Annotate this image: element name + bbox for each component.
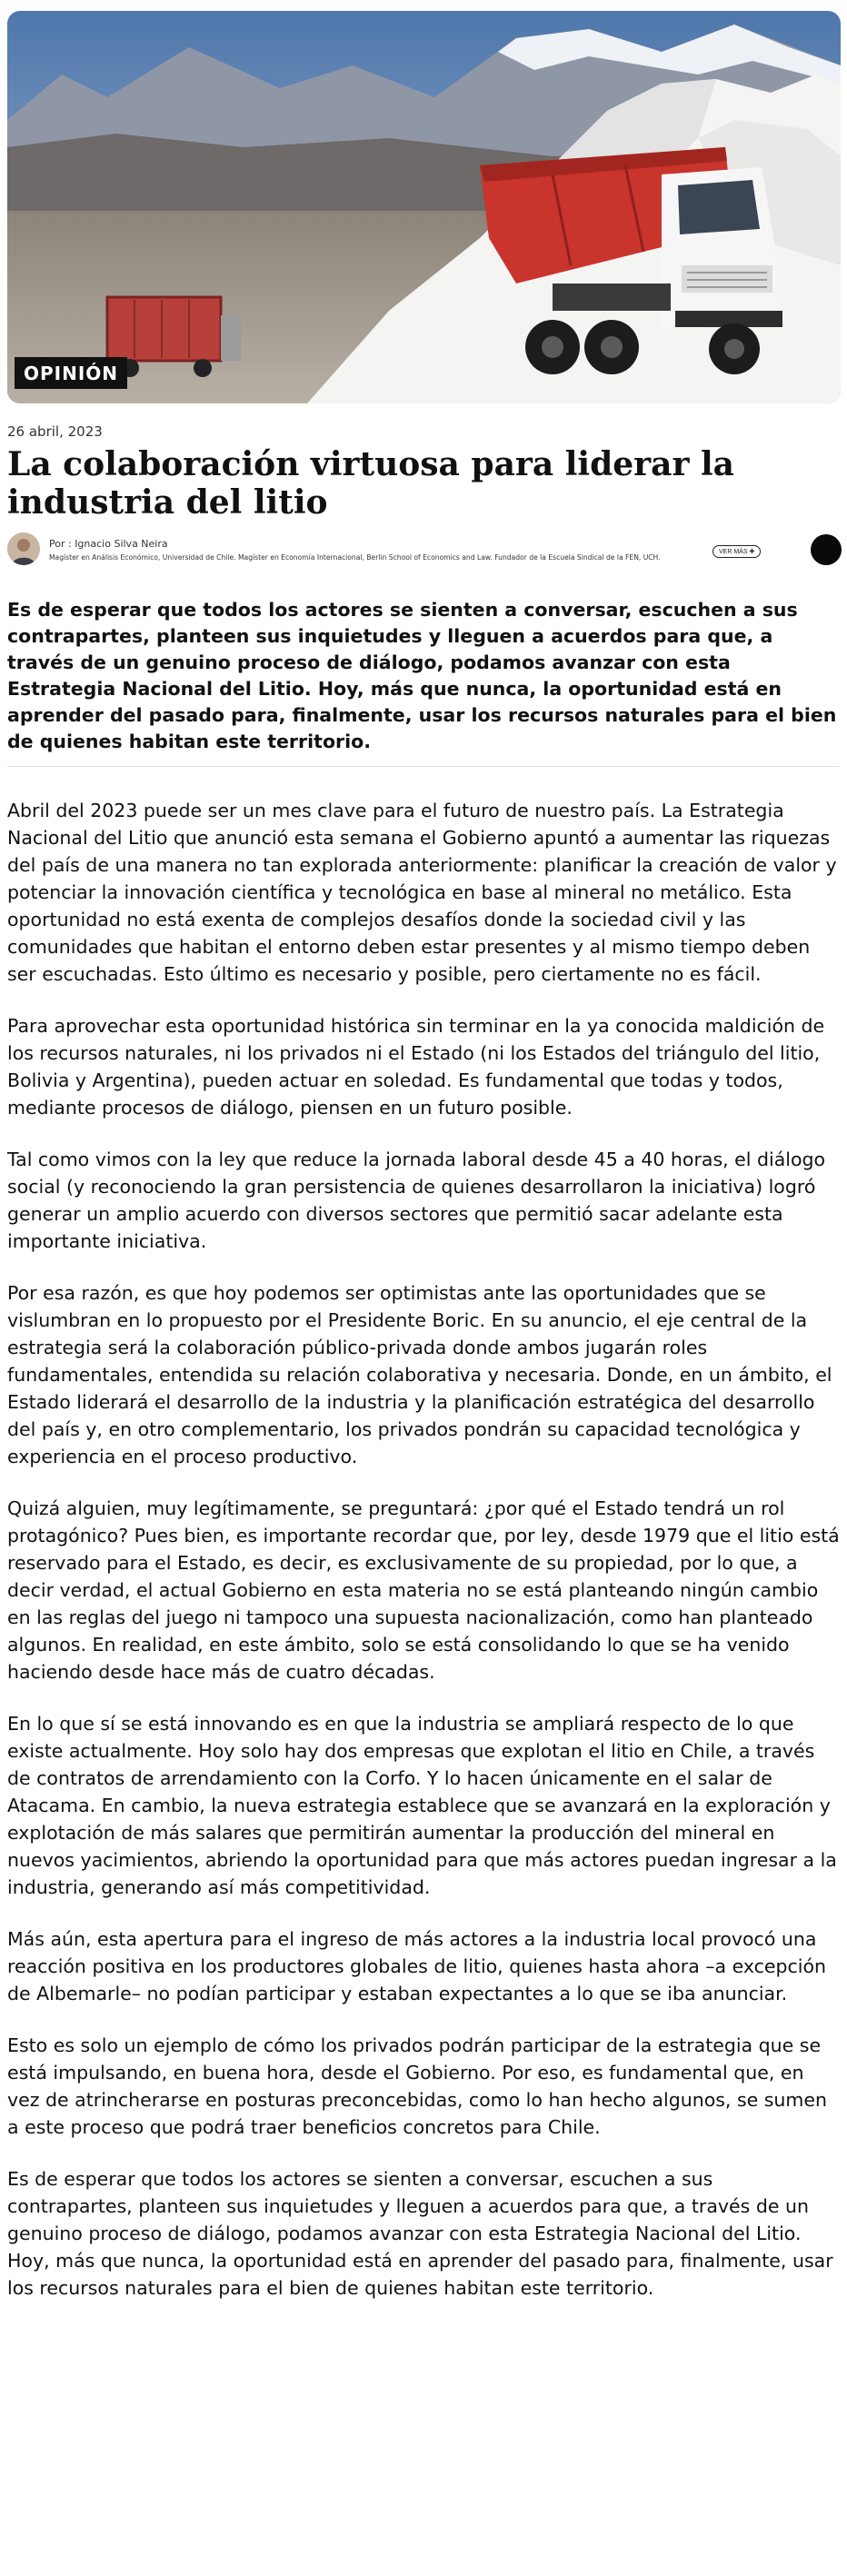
- body-paragraph: Abril del 2023 puede ser un mes clave para el futuro de nuestro país. La Estrategia Nacional del Litio que anunció esta semana el Gobierno apuntó a aumentar las riquezas del país de una manera no tan explorada anteriormente: planificar la creación de valor y potenciar la innovación científica y tecnológica en base al mineral no metálico. Esta oportunidad no está exenta de complejos desafíos donde la sociedad civil y las comunidades que habitan el entorno deben estar presentes y al mismo tiempo deben ser escuchadas. Esto último es necesario y posible, pero ciertamente no es fácil.: [7, 800, 837, 985]
- body-paragraph: Para aprovechar esta oportunidad histórica sin terminar en la ya conocida maldición de los recursos naturales, ni los privados ni el Estado (ni los Estados del triángulo del litio, Bolivia y Argentina), pueden actuar en soledad. Es fundamental que todas y todos, mediante procesos de diálogo, piensen en un futuro posible.: [7, 1015, 825, 1119]
- body-paragraph: Es de esperar que todos los actores se sienten a conversar, escuchen a sus contrapartes, planteen sus inquietudes y lleguen a acuerdos para que, a través de un genuino proceso de diálogo, podamos avanzar con esta Estrategia Nacional del Litio. Hoy, más que nunca, la oportunidad está en aprender del pasado para, finalmente, usar los recursos naturales para el bien de quienes habitan este territorio.: [7, 2168, 833, 2299]
- divider: [7, 766, 840, 767]
- opinion-tag[interactable]: OPINIÓN: [15, 357, 127, 389]
- body-paragraph: Por esa razón, es que hoy podemos ser optimistas ante las oportunidades que se vislumbran en lo propuesto por el Presidente Boric. En su anuncio, el eje central de la estrategia será la colaboración público-privada donde ambos jugarán roles fundamentales, entendida su relación colaborativa y necesaria. Donde, en un ámbito, el Estado liderará el desarrollo de la industria y la planificación estratégica del desarrollo del país y, en otro complementario, los privados pondrán su capacidad tecnológica y experiencia en el proceso productivo.: [7, 1282, 832, 1467]
- author-byline: [7, 532, 842, 569]
- share-icon[interactable]: [811, 534, 842, 565]
- article-body: [7, 797, 840, 2326]
- article-date: 26 abril, 2023: [7, 423, 103, 440]
- article-lead: Es de esperar que todos los actores se sienten a conversar, escuchen a sus contrapartes, planteen sus inquietudes y lleguen a acuerdos para que, a través de un genuino proceso de diálogo, podamos avanzar con esta Estrategia Nacional del Litio. Hoy, más que nunca, la oportunidad está en aprender del pasado para, finalmente, usar los recursos naturales para el bien de quienes habitan este territorio.: [7, 599, 837, 752]
- author-name: Por : Ignacio Silva Neira: [49, 538, 168, 550]
- person-icon: [7, 532, 40, 565]
- see-more-button[interactable]: VER MÁS ✚: [712, 545, 761, 558]
- salt-mine-trucks-illustration: [7, 11, 841, 403]
- body-paragraph: Tal como vimos con la ley que reduce la jornada laboral desde 45 a 40 horas, el diálogo social (y reconociendo la gran persistencia de quienes desarrollaron la iniciativa) logró generar un amplio acuerdo con diversos sectores que permitió sacar adelante esta importante iniciativa.: [7, 1149, 826, 1252]
- article-title: La colaboración virtuosa para liderar la industria del litio: [7, 445, 734, 522]
- body-paragraph: Esto es solo un ejemplo de cómo los privados podrán participar de la estrategia que se está impulsando, en buena hora, desde el Gobierno. Por eso, es fundamental que, en vez de atrincherarse en posturas preconcebidas, como lo han hecho algunos, se sumen a este proceso que podrá traer beneficios concretos para Chile.: [7, 2034, 827, 2138]
- author-avatar: [7, 532, 40, 565]
- body-paragraph: En lo que sí se está innovando es en que la industria se ampliará respecto de lo que existe actualmente. Hoy solo hay dos empresas que explotan el litio en Chile, a través de contratos de arrendamiento con la Corfo. Y lo hacen únicamente en el salar de Atacama. En cambio, la nueva estrategia establece que se avanzará en la exploración y explotación de más salares que permitirán aumentar la producción del mineral en nuevos yacimientos, abriendo la oportunidad para que más actores puedan ingresar a la industria, generando así más competitividad.: [7, 1713, 837, 1898]
- hero-image: [7, 11, 841, 403]
- author-bio: Magíster en Análisis Económico, Universidad de Chile. Magíster en Economía Internacional, Berlin School of Economics and Law. Fundador de la Escuela Sindical de la FEN, UCH.: [49, 553, 661, 562]
- body-paragraph: Más aún, esta apertura para el ingreso de más actores a la industria local provocó una reacción positiva en los productores globales de litio, quienes hasta ahora –a excepción de Albemarle– no podían participar y estaban expectantes a lo que se iba anunciar.: [7, 1928, 827, 2004]
- body-paragraph: Quizá alguien, muy legítimamente, se preguntará: ¿por qué el Estado tendrá un rol protagónico? Pues bien, es importante recordar que, por ley, desde 1979 que el litio está reservado para el Estado, es decir, es exclusivamente de su propiedad, por lo que, a decir verdad, el actual Gobierno en esta materia no se está planteando ningún cambio en las reglas del juego ni tampoco una supuesta nacionalización, como han planteado algunos. En realidad, en este ámbito, solo se está consolidando lo que se ha venido haciendo desde hace más de cuatro décadas.: [7, 1497, 840, 1683]
